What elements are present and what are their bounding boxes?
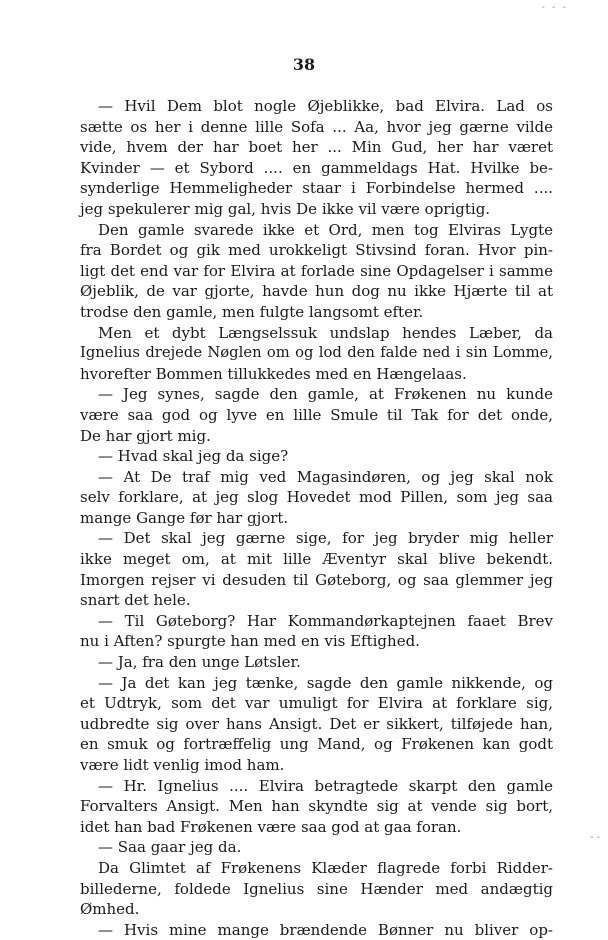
- text-line: sætte os her i denne lille Sofa ... Aa, hvor jeg gærne vilde: [80, 117, 553, 136]
- text-line: en smuk og fortræffelig ung Mand, og Frøkenen kan godt: [80, 735, 553, 754]
- text-line: fra Bordet og gik med urokkeligt Stivsind foran. Hvor pin-: [80, 241, 553, 260]
- text-line: snart det hele.: [80, 591, 191, 610]
- text-line: billederne, foldede Ignelius sine Hænder med andægtig: [80, 879, 553, 898]
- text-line: selv forklare, at jeg slog Hovedet mod Pillen, som jeg saa: [80, 488, 553, 507]
- page-number: 38: [292, 55, 316, 74]
- body-text: [80, 96, 553, 940]
- text-line: Forvalters Ansigt. Men han skyndte sig at vende sig bort,: [80, 797, 553, 816]
- text-line: mange Gange før har gjort.: [80, 508, 289, 527]
- text-line: Imorgen rejser vi desuden til Gøteborg, og saa glemmer jeg: [80, 570, 553, 589]
- bottom-mark: - -: [590, 832, 600, 843]
- text-line: Den gamle svarede ikke et Ord, men tog Elviras Lygte: [98, 220, 553, 239]
- text-line: Øjeblik, de var gjorte, havde hun dog nu ikke Hjærte til at: [80, 282, 553, 301]
- corner-mark: - - -: [541, 2, 568, 13]
- text-line: — Saa gaar jeg da.: [98, 838, 242, 857]
- text-line: jeg spekulerer mig gal, hvis De ikke vil være oprigtig.: [80, 199, 491, 218]
- text-line: Ignelius drejede Nøglen om og lod den falde ned i sin Lomme,: [80, 344, 553, 362]
- text-line: — Ja det kan jeg tænke, sagde den gamle nikkende, og: [98, 673, 553, 692]
- text-line: udbredte sig over hans Ansigt. Det er sikkert, tilføjede han,: [80, 714, 553, 733]
- text-line: — Til Gøteborg? Har Kommandørkaptejnen faaet Brev: [98, 611, 553, 630]
- text-line: Ømhed.: [80, 900, 140, 919]
- text-line: De har gjort mig.: [80, 426, 211, 445]
- text-line: synderlige Hemmeligheder staar i Forbindelse hermed ....: [80, 179, 553, 198]
- text-line: være lidt venlig imod ham.: [80, 756, 285, 774]
- text-line: — Hvad skal jeg da sige?: [98, 447, 289, 466]
- text-line: — Jeg synes, sagde den gamle, at Frøkenen nu kunde: [98, 385, 553, 404]
- text-line: vide, hvem der har boet her ... Min Gud, her har været: [80, 138, 553, 157]
- text-line: ligt det end var for Elvira at forlade sine Opdagelser i samme: [80, 261, 553, 280]
- text-line: Kvinder — et Sybord .... en gammeldags Hat. Hvilke be-: [80, 158, 553, 177]
- text-line: et Udtryk, som det var umuligt for Elvira at forklare sig,: [80, 694, 553, 713]
- text-line: — Hvil Dem blot nogle Øjeblikke, bad Elvira. Lad os: [98, 97, 553, 115]
- text-line: idet han bad Frøkenen være saa god at gaa foran.: [80, 817, 462, 836]
- text-line: Men et dybt Længselssuk undslap hendes Læber, da: [98, 323, 553, 342]
- text-line: Da Glimtet af Frøkenens Klæder flagrede forbi Ridder-: [98, 858, 553, 877]
- text-line: nu i Aften? spurgte han med en vis Eftighed.: [80, 632, 420, 651]
- text-line: — Ja, fra den unge Løtsler.: [98, 653, 301, 672]
- text-line: være saa god og lyve en lille Smule til Tak for det onde,: [80, 405, 553, 424]
- text-line: trodse den gamle, men fulgte langsomt efter.: [80, 302, 424, 321]
- text-line: hvorefter Bommen tillukkedes med en Hængelaas.: [80, 364, 467, 383]
- text-line: — Hr. Ignelius .... Elvira betragtede skarpt den gamle: [98, 776, 553, 795]
- text-line: — Hvis mine mange brændende Bønner nu bliver op-: [98, 920, 553, 939]
- text-line: — At De traf mig ved Magasindøren, og jeg skal nok: [98, 467, 553, 486]
- text-line: ikke meget om, at mit lille Æventyr skal blive bekendt.: [80, 550, 553, 569]
- text-line: — Det skal jeg gærne sige, for jeg bryder mig heller: [98, 529, 553, 548]
